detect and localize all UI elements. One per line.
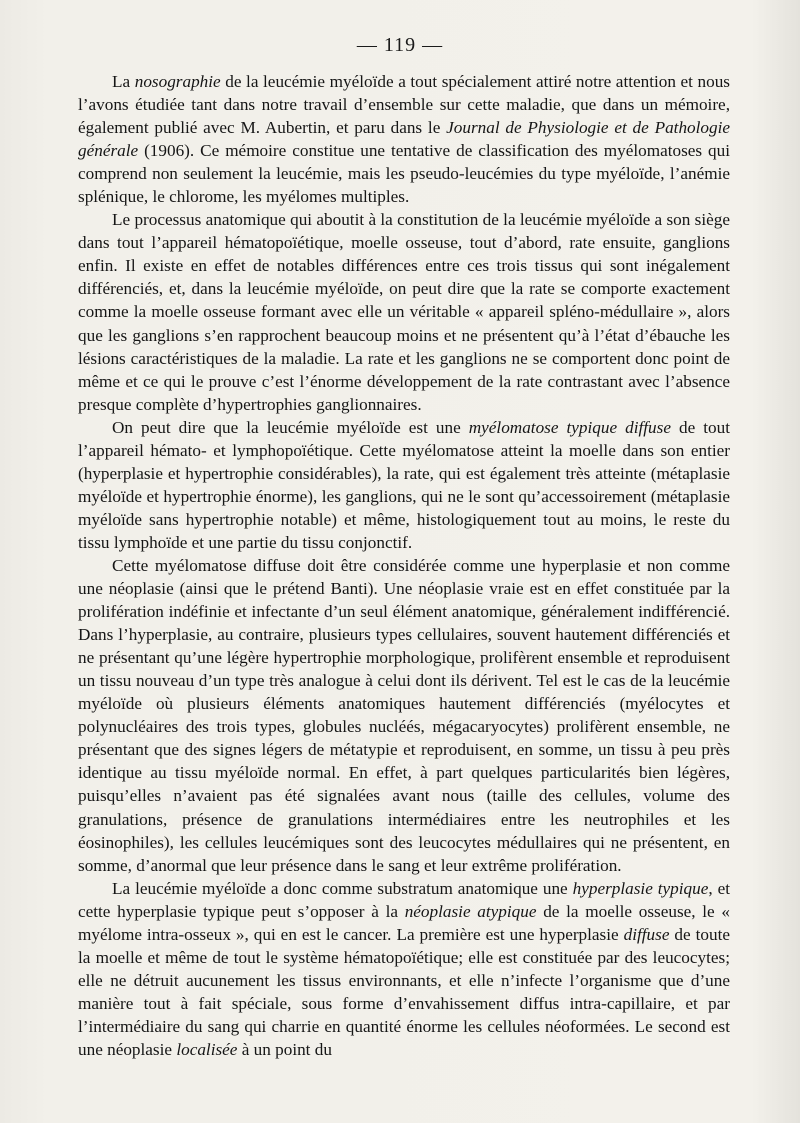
text-run: La leucémie myéloïde a donc comme substratum anatomique une — [112, 878, 573, 898]
text-run: On peut dire que la leucémie myéloïde est une — [112, 417, 469, 437]
italic-text: localisée — [176, 1039, 238, 1059]
paragraph — [78, 208, 730, 415]
paragraph — [78, 554, 730, 877]
italic-text: nosographie — [134, 72, 221, 91]
italic-text: Journal de Physiologie et de Pathologie générale — [78, 118, 730, 161]
text-run: de la leucémie myéloïde a tout spécialement attiré notre attention et nous l’avons étudiée tant dans notre travail d’ensemble sur cette maladie, que dans un mémoire, également publié avec M. Aubertin, et paru dans le — [78, 72, 730, 138]
italic-text: néoplasie atypique — [404, 901, 537, 921]
text-run: de la moelle osseuse, le « myélome intra-osseux », qui en est le cancer. La première est une hyperplasie — [78, 901, 730, 944]
italic-text: diffuse — [623, 924, 670, 944]
text-run: à un point du — [237, 1039, 332, 1059]
text-run: Le processus anatomique qui aboutit à la constitution de la leucémie myéloïde a son siège dans tout l’appareil hématopoïétique, moelle osseuse, tout d’abord, rate ensuite, ganglions enfin. Il existe en effet de notables différences entre ces trois tissus qui sont inégalement différenciés, et, dans la leucémie myéloïde, on peut dire que la rate se comporte exactement comme la moelle osseuse formant avec elle un véritable « appareil spléno-médullaire », alors que les ganglions s’en rapprochent beaucoup moins et ne présentent qu’à l’état d’ébauche les lésions caractéristiques de la maladie. La rate et les ganglions ne se comportent donc point de même et ce qui le prouve c’est l’énorme développement de la rate contrastant avec l’absence presque complète d’hypertrophies ganglionnaires. — [78, 210, 730, 414]
paragraph — [78, 877, 730, 1061]
text-run: de toute la moelle et même de tout le système hématopoïétique; elle est constituée par des leucocytes; elle ne détruit aucunement les tissus environnants, et elle n’infecte l’organisme que d’une manière tout à fait spéciale, sous forme d’envahissement diffus intra-capillaire, et par l’intermédiaire du sang qui charrie en quantité énorme les cellules néoformées. Le second est une néoplasie — [78, 924, 730, 1059]
text-run: , et cette hyperplasie typique peut s’opposer à la — [78, 878, 731, 921]
text-run: (1906). Ce mémoire constitue une tentative de classification des myélomatoses qui comprend non seulement la leucémie, mais les pseudo-leucémies du type myéloïde, l’anémie splénique, le chlorome, les myélomes multiples. — [78, 141, 730, 207]
paragraph — [78, 416, 730, 554]
body-text — [78, 70, 730, 1061]
text-run: de tout l’appareil hémato- et lymphopoïétique. Cette myélomatose atteint la moelle dans son entier (hyperplasie et hypertrophie considérables), la rate, qui est également très atteinte (métaplasie myéloïde et hypertrophie énorme), les ganglions, qui ne le sont qu’accessoirement (métaplasie myéloïde sans hypertrophie notable) et même, histologiquement tout au moins, le reste du tissu lymphoïde et une partie du tissu conjonctif. — [78, 417, 730, 552]
page-number: — 119 — — [356, 34, 444, 56]
text-run: Cette myélomatose diffuse doit être considérée comme une hyperplasie et non comme une néoplasie (ainsi que le prétend Banti). Une néoplasie vraie est en effet constituée par la prolifération indéfinie et infectante d’un seul élément anatomique, généralement indifférencié. Dans l’hyperplasie, au contraire, plusieurs types cellulaires, souvent hautement différenciés et ne présentant qu’une légère hypertrophie morphologique, prolifèrent ensemble et reproduisent un tissu nouveau d’un type très analogue à celui dont ils dérivent. Tel est le cas de la leucémie myéloïde où plusieurs éléments anatomiques hautement différenciés (myélocytes et polynucléaires des trois types, globules nucléés, mégacaryocytes) prolifèrent ensemble, ne présentant que des signes légers de métatypie et reproduisent, en somme, un tissu à peu près identique au tissu myéloïde normal. En effet, à part quelques particularités bien légères, puisqu’elles n’avaient pas été signalées avant nous (taille des cellules, volume des granulations, présence de granulations intermédiaires entre les neutrophiles et les éosinophiles), les cellules leucémiques sont des leucocytes médullaires qui ne présentent, en somme, d’anormal que leur présence dans le sang et leur extrême prolifération. — [78, 555, 730, 875]
text-run: La — [112, 72, 135, 91]
italic-text: myélomatose typique diffuse — [468, 417, 671, 437]
paragraph — [78, 70, 730, 208]
italic-text: hyperplasie typique — [572, 878, 709, 898]
